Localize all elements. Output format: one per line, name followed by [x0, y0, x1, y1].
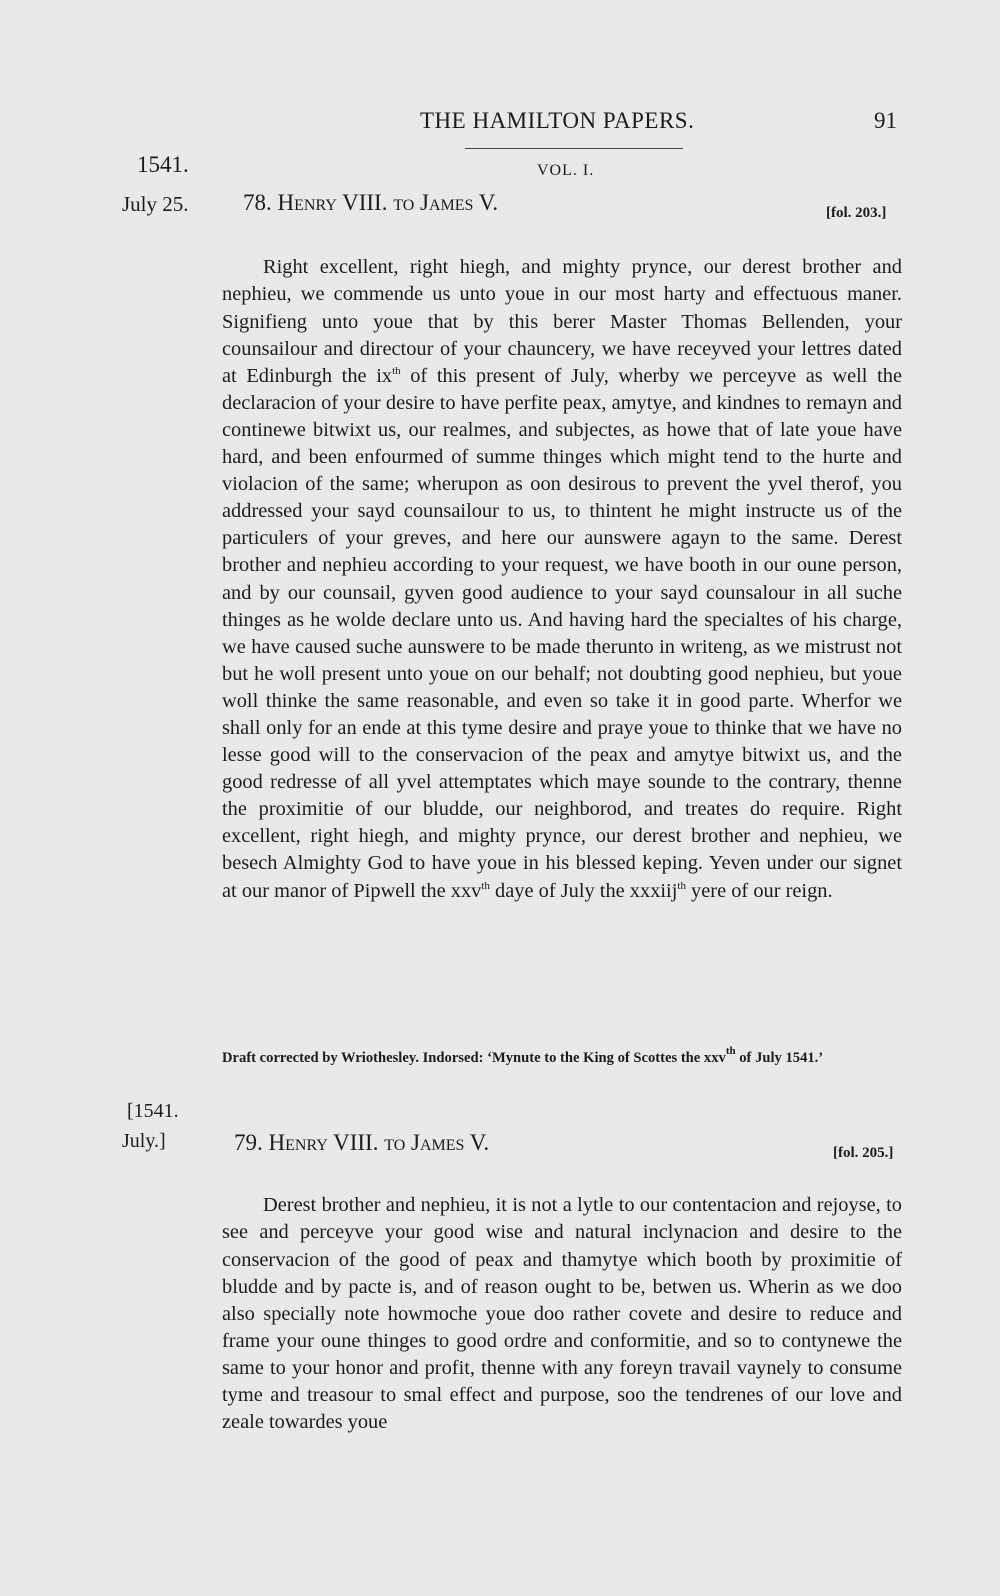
header-rule [465, 148, 683, 149]
letter-78-editorial-note [222, 1044, 902, 1068]
letter-79-folio: [fol. 205.] [833, 1145, 894, 1161]
letter-78-sup-2: th [481, 879, 490, 892]
letter-78-recipient: James V. [420, 190, 499, 215]
letter-78-heading [243, 190, 498, 216]
running-title: THE HAMILTON PAPERS. [420, 108, 695, 133]
letter-79-heading [234, 1130, 489, 1156]
letter-78-sup-1: th [392, 364, 401, 377]
note-text-2: of July 1541.’ [735, 1049, 824, 1066]
note-text-1: Draft corrected by Wriothesley. Indorsed: ‘Mynute to the King of Scottes the xxv [222, 1049, 726, 1066]
volume-label: VOL. I. [537, 162, 595, 179]
letter-78-text-4: yere of our reign. [685, 879, 833, 902]
letter-79-number: 79. [234, 1130, 263, 1155]
letter-78-sender: Henry VIII. [277, 190, 388, 215]
letter-79-to: to [384, 1130, 406, 1155]
letter-79-body: Derest brother and nephieu, it is not a lytle to our contentacion and rejoyse, to see and perceyve your good wise and natural inclynacion and desire to the conservacion of the good of peax and thamytye which booth by proximitie of bludde and by pacte is, and of reason ought to be, betwen us. Wherin as we doo also specially note howmoche youe doo rather covete and desire to reduce and frame your oune thinges to good ordre and conformitie, and so to contynewe the same to your honor and profit, thenne with any foreyn travail vaynely to consume tyme and treasour to smal effect and purpose, soo the tendrenes of our love and zeale towardes youe [222, 1194, 902, 1434]
letter-78-to: to [393, 190, 415, 215]
letter-78-number: 78. [243, 190, 272, 215]
note-sup: th [725, 1044, 736, 1057]
letter-78-text-1: Right excellent, right hiegh, and mighty prynce, our derest brother and nephieu, we commende us unto youe in our most harty and effectuous maner. Signifieng unto youe that by this berer Master Thomas Bellenden, your counsailour and directour of your chauncery, we have receyved your lettres dated at Edinburgh the ix [222, 256, 902, 387]
letter-78-body [222, 254, 902, 904]
letter-79-date: July.] [122, 1130, 166, 1152]
letter-79-sender: Henry VIII. [268, 1130, 379, 1155]
letter-78-text-2: of this present of July, wherby we perceyve as well the declaracion of your desire to have perfite peax, amytye, and kindnes to remayn and continewe bitwixt us, our realmes, and subjectes, as howe that of late youe have hard, and been enfourmed of summe thinges which might tend to the hurte and violacion of the same; wherupon as oon desirous to prevent the yvel therof, you addressed your sayd counsailour to us, to thintent he might instructe us of the particulers of your greves, and here our aunswere agayn to the same. Derest brother and nephieu according to your request, we have booth in our oune person, and by our counsail, gyven good audience to your sayd counsalour in all suche thinges as he wolde declare unto us. And having hard the specialtes of his charge, we have caused suche aunswere to be made therunto in writeng, as we mistrust not but he woll present unto youe on our behalf; not doubting good nephieu, but youe woll thinke the same reasonable, and even so take it in good parte. Wherfor we shall only for an ende at this tyme desire and praye youe to thinke that we have no lesse good will to the conservacion of the peax and amytye bitwixt us, and the good redresse of all yvel attemptates which maye sounde to the contrary, thenne the proximitie of our bludde, our neighborod, and treates do require. Right excellent, right hiegh, and mighty prynce, our derest brother and nephieu, we besech Almighty God to have youe in his blessed keping. Yeven under our signet at our manor of Pipwell the xxv [222, 364, 902, 902]
page-number: 91 [874, 108, 897, 133]
letter-78-sup-3: th [677, 879, 686, 892]
letter-79-recipient: James V. [411, 1130, 490, 1155]
letter-79-year: [1541. [127, 1100, 179, 1122]
letter-78-folio: [fol. 203.] [826, 205, 887, 221]
letter-78-text-3: daye of July the xxxiij [489, 879, 678, 902]
margin-year: 1541. [137, 152, 189, 177]
letter-78-date: July 25. [122, 192, 189, 216]
